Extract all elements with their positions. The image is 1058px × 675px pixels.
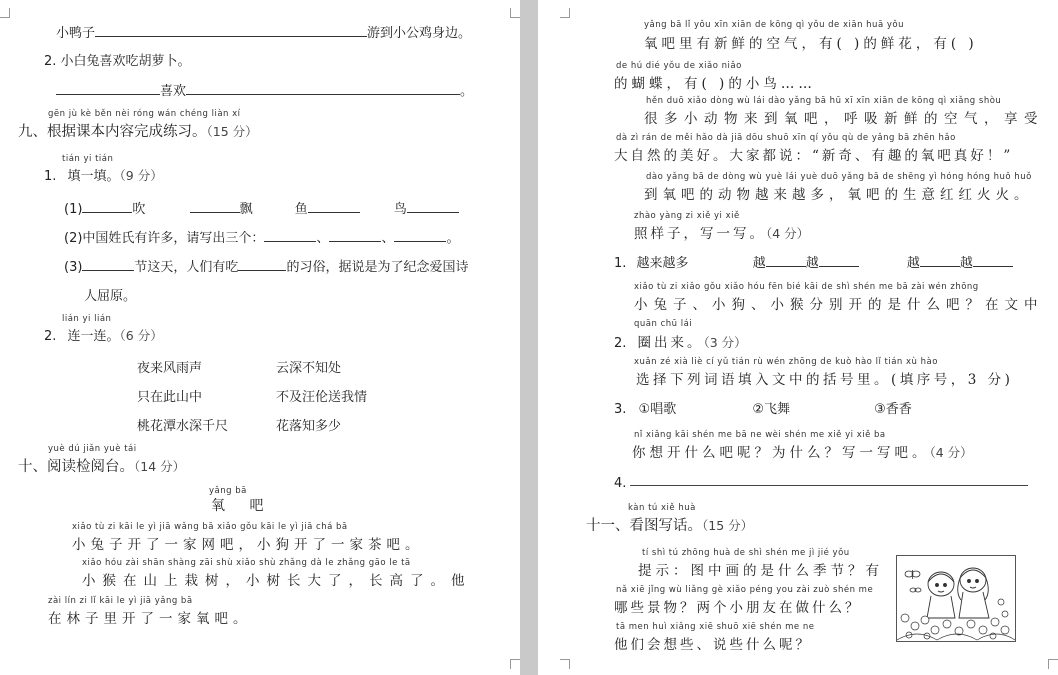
story-title: 氧 吧 bbox=[211, 498, 274, 514]
crop-mark bbox=[560, 659, 570, 669]
item-text-cont: 人屈原。 bbox=[84, 289, 137, 304]
s9-q2-header bbox=[44, 325, 163, 344]
answer-blank[interactable] bbox=[264, 229, 316, 242]
answer-blank[interactable] bbox=[190, 200, 240, 213]
question-text: 选择下列词语填入文中的括号里。(填序号，3 分) bbox=[636, 372, 1014, 388]
match-left-item[interactable]: 夜来风雨声 bbox=[137, 361, 203, 376]
story-line: 的蝴蝶，有( )的小鸟…… bbox=[614, 76, 816, 92]
separator: 、 bbox=[316, 231, 330, 246]
child-left-icon bbox=[927, 572, 955, 618]
question-title: 填一填。 bbox=[67, 169, 120, 184]
question-pinyin: xiǎo tù zi xiǎo gǒu xiǎo hóu fēn bié kāi de shì shén me bā zài wén zhōng bbox=[634, 282, 979, 292]
q1-continuation bbox=[56, 22, 471, 41]
answer-connector: 喜欢 bbox=[160, 84, 187, 99]
item-text: 的习俗，据说是为了纪念爱国诗 bbox=[286, 260, 469, 275]
separator: 、 bbox=[381, 231, 395, 246]
question-title: 连一连。 bbox=[67, 329, 120, 344]
section-title: 根据课本内容完成练习。 bbox=[47, 124, 207, 140]
answer-blank[interactable] bbox=[95, 24, 367, 37]
q-ni-header bbox=[632, 441, 973, 461]
story-pinyin: dào yǎng bā de dòng wù yuè lái yuè duō yǎng bā de shēng yì hóng hóng huǒ huǒ bbox=[646, 172, 1032, 182]
story-line: 在林子里开了一家氧吧。 bbox=[48, 611, 252, 627]
question-score: （4 分） bbox=[766, 226, 810, 241]
question-text: 照样子，写一写。 bbox=[634, 226, 766, 242]
q2-answer-line bbox=[56, 80, 473, 99]
answer-blank[interactable] bbox=[766, 254, 806, 267]
answer-blank[interactable] bbox=[56, 82, 160, 95]
prompt-line: 他们会想些、说些什么呢？ bbox=[614, 637, 812, 653]
story-pinyin: xiǎo tù zi kāi le yì jiā wǎng bā xiǎo gǒu kāi le yì jiā chá bā bbox=[72, 522, 348, 532]
option: ③香香 bbox=[874, 402, 912, 417]
story-line: 到氧吧的动物越来越多，氧吧的生意红红火火。 bbox=[644, 187, 1033, 203]
question-number: 2. bbox=[614, 336, 627, 351]
crop-mark bbox=[1048, 659, 1058, 669]
question-score: （3 分） bbox=[703, 335, 747, 350]
question-pinyin: lián yi lián bbox=[62, 314, 112, 324]
picture-frame bbox=[896, 555, 1016, 642]
word: 越 bbox=[906, 256, 920, 271]
answer-blank[interactable] bbox=[186, 82, 460, 95]
question-score: （9 分） bbox=[119, 168, 163, 183]
children-flowers-illustration bbox=[897, 556, 1015, 641]
q1-row bbox=[614, 252, 1013, 271]
question-score: （6 分） bbox=[119, 328, 163, 343]
word: 吹 bbox=[132, 202, 146, 217]
prompt-pinyin: nǎ xiē jǐng wù liǎng gè xiǎo péng you zài zuò shén me bbox=[616, 585, 874, 595]
section-number: 十一、 bbox=[586, 518, 630, 534]
word: 鸟 bbox=[393, 202, 407, 217]
section-score: （15 分） bbox=[702, 518, 754, 533]
question-pinyin: quān chū lái bbox=[634, 319, 693, 329]
answer-blank[interactable] bbox=[82, 258, 134, 271]
left-page bbox=[0, 0, 520, 675]
fill-row-2 bbox=[64, 227, 459, 246]
q2-row bbox=[614, 331, 747, 351]
section-title: 阅读检阅台。 bbox=[47, 459, 134, 475]
prompt-line: 提示：图中画的是什么季节？有 bbox=[638, 563, 883, 579]
section-pinyin: yuè dú jiǎn yuè tái bbox=[48, 444, 137, 454]
prompt-pinyin: tā men huì xiǎng xiē shuō xiē shén me ne bbox=[616, 622, 815, 632]
fill-row-3 bbox=[64, 256, 468, 275]
answer-blank[interactable] bbox=[973, 254, 1013, 267]
answer-blank[interactable] bbox=[407, 200, 459, 213]
question-pinyin: tián yi tián bbox=[62, 154, 114, 164]
story-pinyin: dà zì rán de měi hǎo dà jiā dōu shuō xīn qí yǒu qù de yǎng bā zhēn hǎo bbox=[616, 133, 956, 143]
question-text: 你想开什么吧呢？为什么？写一写吧。 bbox=[632, 445, 930, 461]
story-pinyin: xiǎo hóu zài shān shàng zāi shù xiǎo shù zhǎng dà le zhǎng gāo le tā bbox=[82, 558, 411, 568]
section-number: 九、 bbox=[18, 124, 47, 140]
q1-prefix: 小鸭子 bbox=[56, 26, 96, 41]
section-score: （14 分） bbox=[134, 459, 186, 474]
answer-blank[interactable] bbox=[819, 254, 859, 267]
question-text: 小兔子、小狗、小猴分别开的是什么吧？在文中 bbox=[634, 297, 1044, 313]
story-line: 很多小动物来到氧吧，呼吸新鲜的空气，享受 bbox=[644, 111, 1044, 127]
butterfly-icon bbox=[905, 570, 921, 592]
q1-suffix: 游到小公鸡身边。 bbox=[367, 26, 472, 41]
answer-blank[interactable] bbox=[920, 254, 960, 267]
child-right-icon bbox=[958, 568, 989, 618]
answer-blank[interactable] bbox=[329, 229, 381, 242]
question-pinyin: zhào yàng zi xiě yi xiě bbox=[634, 211, 740, 221]
story-line: 小兔子开了一家网吧，小狗开了一家茶吧。 bbox=[72, 537, 424, 553]
match-right-item[interactable]: 花落知多少 bbox=[276, 419, 342, 434]
question-number: 3. bbox=[614, 402, 627, 417]
answer-blank[interactable] bbox=[82, 200, 132, 213]
crop-mark bbox=[560, 8, 570, 18]
question-text: 圈出来。 bbox=[637, 335, 704, 351]
story-pinyin: de hú dié yǒu de xiǎo niǎo bbox=[616, 61, 742, 71]
right-page bbox=[538, 0, 1058, 675]
section-10-header bbox=[18, 455, 185, 476]
answer-end: 。 bbox=[460, 84, 474, 99]
example-word: 越来越多 bbox=[636, 256, 689, 271]
answer-blank[interactable] bbox=[394, 229, 446, 242]
question-number: 4. bbox=[614, 476, 627, 491]
item-text: 节这天，人们有吃 bbox=[134, 260, 239, 275]
section-number: 十、 bbox=[18, 459, 47, 475]
match-right-item[interactable]: 云深不知处 bbox=[276, 361, 342, 376]
question-number: 1. bbox=[614, 256, 627, 271]
answer-line[interactable] bbox=[630, 485, 1028, 486]
match-right-item[interactable]: 不及汪伦送我情 bbox=[276, 390, 368, 405]
story-line: 小猴在山上栽树，小树长大了，长高了。他 bbox=[82, 573, 472, 589]
question-number: 2. bbox=[44, 329, 57, 344]
item-number: (3) bbox=[64, 260, 83, 275]
fill-row-1 bbox=[64, 198, 459, 217]
s9-q1-header bbox=[44, 165, 163, 184]
question-pinyin: nǐ xiǎng kāi shén me bā ne wèi shén me xiě yi xiě ba bbox=[634, 430, 886, 440]
question-score: （4 分） bbox=[929, 445, 973, 460]
word: 鱼 bbox=[294, 202, 308, 217]
section-11-header bbox=[586, 514, 753, 535]
answer-blank[interactable] bbox=[308, 200, 360, 213]
crop-mark bbox=[510, 659, 520, 669]
word: 越 bbox=[959, 256, 973, 271]
section-title: 看图写话。 bbox=[629, 518, 702, 534]
story-line: 大自然的美好。大家都说：“新奇、有趣的氧吧真好！” bbox=[614, 148, 1014, 164]
item-end: 。 bbox=[446, 231, 460, 246]
item-text: (2)中国姓氏有许多，请写出三个： bbox=[64, 231, 265, 246]
story-title-pinyin: yǎng bā bbox=[209, 486, 247, 496]
prompt-line: 哪些景物？两个小朋友在做什么？ bbox=[614, 600, 862, 616]
q2-prompt bbox=[44, 50, 191, 69]
match-left-item[interactable]: 桃花潭水深千尺 bbox=[137, 419, 229, 434]
question-number: 2. bbox=[44, 54, 57, 69]
match-left-item[interactable]: 只在此山中 bbox=[137, 390, 203, 405]
story-pinyin: yǎng bā lǐ yǒu xīn xiān de kōng qì yǒu de xiān huā yǒu bbox=[644, 20, 904, 30]
word: 飘 bbox=[239, 202, 253, 217]
crop-mark bbox=[510, 8, 520, 18]
option: ②飞舞 bbox=[752, 402, 790, 417]
question-pinyin: xuǎn zé xià liè cí yǔ tián rù wén zhōng de kuò hào lǐ tián xù hào bbox=[634, 357, 938, 367]
crop-mark bbox=[0, 8, 10, 18]
section-score: （15 分） bbox=[206, 124, 258, 139]
option: ①唱歌 bbox=[638, 402, 677, 417]
q-zhao-header bbox=[634, 222, 809, 242]
flowers-icon bbox=[897, 599, 1015, 640]
story-line: 氧吧里有新鲜的空气，有( )的鲜花，有( ) bbox=[644, 36, 978, 52]
section-pinyin: kàn tú xiě huà bbox=[628, 503, 696, 513]
question-text: 小白兔喜欢吃胡萝卜。 bbox=[60, 54, 191, 69]
story-pinyin: hěn duō xiǎo dòng wù lái dào yǎng bā hū xī xīn xiān de kōng qì xiǎng shòu bbox=[646, 96, 1002, 106]
question-number: 1. bbox=[44, 169, 57, 184]
q3-row bbox=[614, 398, 912, 417]
prompt-pinyin: tí shì tú zhōng huà de shì shén me jì jié yǒu bbox=[642, 548, 850, 558]
word: 越 bbox=[752, 256, 766, 271]
section-pinyin: gēn jù kè běn nèi róng wán chéng liàn xí bbox=[48, 109, 241, 119]
story-pinyin: zài lín zi lǐ kāi le yì jiā yǎng bā bbox=[48, 596, 193, 606]
word: 越 bbox=[805, 256, 819, 271]
answer-blank[interactable] bbox=[238, 258, 286, 271]
section-9-header bbox=[18, 120, 258, 141]
item-number: (1) bbox=[64, 202, 83, 217]
